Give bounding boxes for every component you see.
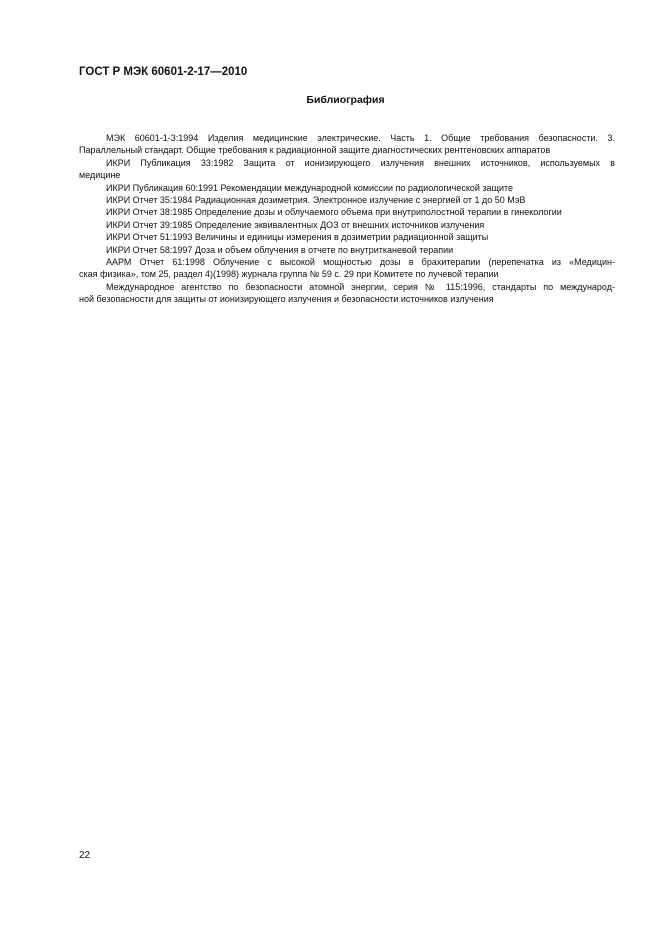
bibliography-entry [79, 281, 615, 306]
bibliography-entry [79, 206, 615, 218]
bibliography-entry [79, 132, 615, 157]
entry-line: ААРМ Отчет 61:1998 Облучение с высокой мощностью дозы в брахитерапии (перепечатка из «Медицин- [106, 256, 615, 267]
entry-line: Международное агентство по безопасности атомной энергии, серия № 115:1996, стандарты по международ- [106, 281, 615, 292]
entry-line: ИКРИ Отчет 38:1985 Определение дозы и облучаемого объема при внутриполостной терапии в гинекологии [106, 207, 562, 218]
bibliography-entry [79, 256, 615, 281]
bibliography-entry [79, 231, 615, 243]
page-number: 22 [79, 850, 91, 861]
entry-line: ИКРИ Отчет 35:1984 Радиационная дозиметрия. Электронное излучение с энергией от 1 до 50 МэВ [106, 194, 526, 205]
bibliography-entry [79, 194, 615, 206]
bibliography-entry [79, 157, 615, 182]
entry-line: ИКРИ Публикация 33:1982 Защита от ионизирующего излучения внешних источников, используемых в [106, 157, 615, 168]
entry-line: ИКРИ Публикация 60:1991 Рекомендации международной комиссии по радиологической защите [106, 182, 514, 193]
bibliography-list [79, 132, 615, 305]
section-title: Библиография [306, 94, 385, 106]
bibliography-entry [79, 244, 615, 256]
entry-line: ИКРИ Отчет 51:1993 Величины и единицы измерения в дозиметрии радиационной защиты [106, 232, 489, 243]
bibliography-entry [79, 219, 615, 231]
entry-line: медицине [79, 170, 121, 181]
document-header: ГОСТ Р МЭК 60601-2-17—2010 [79, 66, 248, 78]
entry-line: МЭК 60601-1-3:1994 Изделия медицинские электрические. Часть 1. Общие требования безопасности. 3. [106, 133, 615, 143]
entry-line: ИКРИ Отчет 39:1985 Определение эквивалентных ДОЗ от внешних источников излучения [106, 219, 485, 230]
entry-line: ская физика», том 25, раздел 4)(1998) журнала группа № 59 с. 29 при Комитете по лучевой терапии [79, 269, 499, 280]
bibliography-entry [79, 182, 615, 194]
entry-line: ной безопасности для защиты от ионизирующего излучения и безопасности источников излучения [79, 294, 494, 305]
entry-line: ИКРИ Отчет 58:1997 Доза и объем облучения в отчете по внутритканевой терапии [106, 244, 454, 255]
entry-line: Параллельный стандарт. Общие требования к радиационной защите диагностических рентгеновских аппаратов [79, 145, 551, 156]
